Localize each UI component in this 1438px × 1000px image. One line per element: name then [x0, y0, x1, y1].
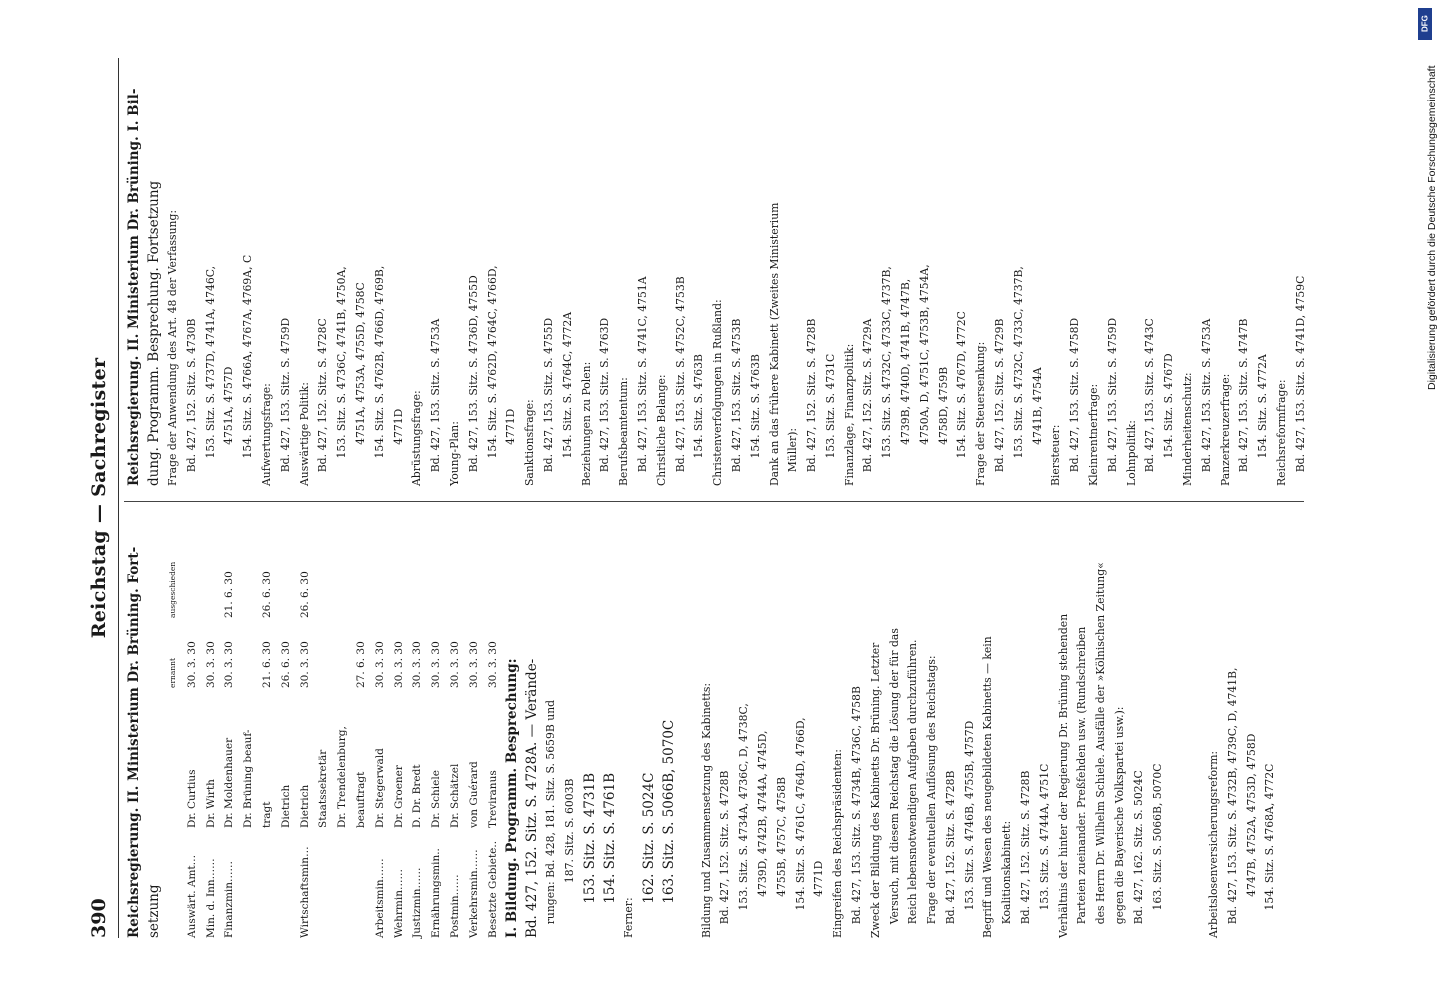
index-entry-line: Bd. 427, 153. Sitz. S. 4753A: [1199, 318, 1213, 486]
minister-office: Verkehrsmin……: [467, 849, 480, 938]
index-entry-line: Christenverfolgungen in Rußland:: [711, 299, 725, 486]
index-entry-line: Bd. 427, 153. Sitz. S. 4753A: [429, 318, 443, 486]
minister-left: [239, 513, 258, 618]
minister-row: [314, 513, 333, 938]
minister-office: [333, 828, 352, 938]
index-entry-line: Bd. 427, 153. Sitz. S. 4759D: [1105, 317, 1119, 486]
index-entry-line: Beziehungen zu Polen:: [579, 361, 593, 486]
index-entry-line: Panzerkreuzerfrage:: [1218, 373, 1232, 486]
index-entry-line: 162. Sitz. S. 5024C: [640, 772, 657, 938]
minister-appointed: 30. 3. 30: [223, 641, 236, 688]
index-entry-line: Bd. 427, 152. Sitz. S. 4730B: [184, 318, 198, 486]
minister-office: Auswärt. Amt…: [185, 854, 198, 938]
index-entry-line: 154. Sitz. S. 4762B, 4766D, 4769B,: [372, 265, 386, 486]
minister-appointed: 30. 3. 30: [411, 641, 424, 688]
ministers-rows: [183, 513, 503, 938]
index-entry-line: Lohnpolitik:: [1124, 420, 1138, 486]
index-entry-line: Bd. 427, 153. Sitz. S. 4763D: [598, 317, 612, 486]
minister-row: [465, 513, 484, 938]
right-column: [124, 61, 1311, 486]
index-entry-line: 153. Sitz. S. 4731B: [581, 773, 598, 938]
minister-row: [484, 513, 503, 938]
index-entry-line: 163. Sitz. S. 5066B, 5070C: [660, 719, 677, 938]
index-entry-line: Bd. 427, 152. Sitz. S. 4729B: [993, 318, 1007, 486]
index-entry-line: Biersteuer:: [1049, 424, 1063, 486]
index-entry-line: 154. Sitz. S. 4763B: [692, 354, 706, 486]
minister-name: Dr. Wirth: [204, 779, 217, 828]
minister-appointed: [239, 618, 258, 688]
index-entry-line: Reichsreformfrage:: [1275, 379, 1289, 486]
minister-name: Dr. Curtius: [185, 769, 198, 828]
minister-name: beauftragt: [354, 771, 367, 828]
index-entry-line: Bildung und Zusammensetzung des Kabinetts:: [699, 682, 713, 938]
minister-office: [277, 828, 296, 938]
index-entry-line: Zweck der Bildung des Kabinetts Dr. Brüning. Letzter: [868, 642, 882, 938]
minister-name: Dr. Groener: [392, 765, 405, 828]
index-entry-line: 154. Sitz. S. 4764C, 4772A: [560, 311, 574, 486]
index-entry-line: Bd. 427, 153. Sitz. S. 4758D: [1068, 317, 1082, 486]
minister-appointed: 30. 3. 30: [185, 641, 198, 688]
minister-name: Dietrich: [298, 784, 311, 828]
index-entry-line: Bd. 427, 152. Sitz. S. 4728C: [316, 318, 330, 486]
index-entry-line: 153. Sitz. S. 4746B, 4755B, 4757D: [962, 720, 976, 938]
minister-left: [371, 513, 390, 618]
minister-office: [239, 828, 258, 938]
minister-row: [220, 513, 239, 938]
index-entry-line: 4771D: [504, 408, 518, 486]
minister-office: Min. d. Inn……: [204, 858, 217, 938]
minister-appointed: 30. 3. 30: [467, 641, 480, 688]
minister-left: [314, 513, 333, 618]
index-entry-line: Abrüstungsfrage:: [410, 390, 424, 486]
minister-appointed: 26. 6. 30: [279, 641, 292, 688]
minister-row: [183, 513, 202, 938]
index-entry-line: 4750A, D, 4751C, 4753B, 4754A,: [917, 264, 931, 486]
minister-left: [408, 513, 427, 618]
index-entry-line: 154. Sitz. S. 4766A, 4767A, 4769A, C: [241, 254, 255, 486]
minister-office: [314, 828, 333, 938]
minister-name: von Guérard: [467, 761, 480, 828]
minister-name: Dietrich: [279, 784, 292, 828]
minister-name: Treviranus: [486, 770, 499, 828]
index-entry-line: 163. Sitz. S. 5066B, 5070C: [1150, 763, 1164, 938]
minister-name: tragt: [260, 801, 273, 828]
index-entry-line: Eingreifen des Reichspräsidenten:: [831, 749, 845, 938]
index-entry-line: Young-Plan:: [447, 421, 461, 486]
minister-name: Dr. Schiele: [430, 770, 443, 828]
index-entry-line: I. Bildung. Programm. Besprechung:: [504, 658, 521, 938]
index-entry-line: Bd. 427, 152. Sitz. S. 4728B: [718, 770, 732, 938]
index-entry-line: Bd. 427, 153. Sitz. S. 4753B: [729, 318, 743, 486]
index-entry-line: Bd. 427, 152. Sitz. S. 4728B: [805, 318, 819, 486]
minister-name: Staatssekretär: [317, 749, 330, 828]
section-heading: setzung: [146, 884, 162, 938]
index-entry-line: Bd. 427, 152. Sitz. S. 4728B: [943, 770, 957, 938]
minister-appointed: 30. 3. 30: [204, 641, 217, 688]
index-entry-line: Bd. 427, 152. Sitz. S. 4728A. — Verände-: [524, 658, 541, 938]
index-entry-line: 187. Sitz. S. 6003B: [563, 778, 577, 938]
index-entry-line: Bd. 427, 153. Sitz. S. 4752C, 4753B: [673, 276, 687, 486]
index-entry-line: 153. Sitz. S. 4731C: [823, 353, 837, 486]
minister-appointed: 30. 3. 30: [448, 641, 461, 688]
minister-office: Finanzmin……: [223, 860, 236, 938]
minister-left: 26. 6. 30: [298, 571, 311, 618]
minister-row: [258, 513, 277, 938]
minister-appointed: 30. 3. 30: [298, 641, 311, 688]
minister-office: Ernährungsmin..: [430, 848, 443, 938]
index-entry-line: des Herrn Dr. Wilhelm Schiele. Ausfälle der »Kölnischen Zeitung«: [1094, 562, 1108, 938]
index-entry-line: Parteien zueinander. Preßfehden usw. (Rundschreiben: [1075, 626, 1089, 938]
index-entry-line: Ferner:: [621, 897, 635, 938]
index-entry-line: 153. Sitz. S. 4737D, 4741A, 4746C,: [203, 265, 217, 486]
index-entry-line: Bd. 427, 153. Sitz. S. 4734B, 4736C, 4758B: [849, 686, 863, 938]
index-entry-line: [1167, 513, 1186, 938]
minister-name: Dr. Moldenhauer: [223, 737, 236, 828]
index-entry-line: 4739D, 4742B, 4744A, 4745D,: [755, 730, 769, 938]
minister-left: [465, 513, 484, 618]
minister-appointed: 30. 3. 30: [430, 641, 443, 688]
index-entry-line: 154. Sitz. S. 4768A, 4772C: [1263, 763, 1277, 938]
col-left-header: ausgeschieden: [168, 561, 177, 618]
index-entry-line: Bd. 427, 152. Sitz. S. 4728B: [1019, 770, 1033, 938]
minister-left: [183, 513, 202, 618]
running-head: [88, 78, 118, 938]
index-entry-line: 154. Sitz. S. 4763B: [748, 354, 762, 486]
index-entry-line: Versuch, mit diesem Reichstag die Lösung der für das: [887, 628, 901, 938]
index-entry-line: Reich lebensnotwendigen Aufgaben durchzuführen.: [906, 639, 920, 938]
minister-name: Dr. Brüning beauf-: [242, 729, 255, 828]
minister-left: [202, 513, 221, 618]
index-entry-line: 153. Sitz. S. 4736C, 4741B, 4750A,: [335, 266, 349, 486]
index-entry-line: Christliche Belange:: [654, 374, 668, 486]
section-heading: Reichsregierung. II. Ministerium Dr. Brüning. Fort-: [126, 546, 142, 938]
left-entries: [502, 513, 1280, 938]
column-divider: [124, 501, 1304, 502]
index-entry-line: [1186, 513, 1205, 938]
index-entry-line: 4751A, 4753A, 4755D, 4758C: [353, 282, 367, 486]
ministers-table: [164, 513, 502, 938]
index-entry-line: gegen die Bayerische Volkspartei usw.):: [1113, 706, 1127, 938]
minister-appointed: 30. 3. 30: [392, 641, 405, 688]
index-entry-line: 154. Sitz. S. 4762D, 4764C, 4766D,: [485, 265, 499, 486]
index-entry-line: Frage der eventuellen Auflösung des Reichstags:: [925, 655, 939, 938]
index-entry-line: Frage der Steuersenkung:: [974, 341, 988, 486]
minister-left: 26. 6. 30: [260, 571, 273, 618]
index-entry-line: Sanktionsfrage:: [523, 399, 537, 486]
minister-office: Arbeitsmin……: [373, 858, 386, 938]
index-entry-line: Bd. 427, 152. Sitz. S. 4729A: [861, 318, 875, 486]
minister-row: [446, 513, 465, 938]
index-entry-line: [679, 513, 698, 938]
minister-row: [427, 513, 446, 938]
minister-row: [352, 513, 371, 938]
index-entry-line: 153. Sitz. S. 4744A, 4751C: [1037, 763, 1051, 938]
index-entry-line: Minderheitenschutz:: [1181, 372, 1195, 486]
index-entry-line: 4751A, 4757D: [222, 366, 236, 486]
index-entry-line: Begriff und Wesen des neugebildeten Kabinetts — kein: [981, 636, 995, 938]
running-title: Reichstag — Sachregister: [88, 357, 110, 639]
rotated-content: [88, 58, 1333, 938]
index-entry-line: 4771D: [812, 860, 826, 938]
minister-appointed: 30. 3. 30: [373, 641, 386, 688]
digitization-note: Digitalisierung gefördert durch die Deutsche Forschungsgemeinschaft: [1426, 65, 1438, 390]
minister-left: 21. 6. 30: [223, 571, 236, 618]
index-entry-line: Bd. 427, 153. Sitz. S. 4755D: [541, 317, 555, 486]
minister-office: Wehrmin……: [392, 868, 405, 938]
minister-left: [446, 513, 465, 618]
index-entry-line: Berufsbeamtentum:: [617, 377, 631, 486]
minister-office: [352, 828, 371, 938]
dfg-logo: DFG: [1418, 8, 1432, 40]
index-entry-line: Bd. 427, 153. Sitz. S. 4759D: [278, 317, 292, 486]
index-entry-line: Dank an das frühere Kabinett (Zweites Ministerium: [767, 202, 781, 486]
minister-row: [202, 513, 221, 938]
minister-row: [239, 513, 258, 938]
right-entries: [124, 61, 1311, 486]
index-entry-line: 154. Sitz. S. 4761C, 4764D, 4766D,: [793, 717, 807, 938]
minister-appointed: 27. 6. 30: [354, 641, 367, 688]
minister-office: Postmin……: [448, 874, 461, 938]
minister-office: Justizmin……: [411, 867, 424, 938]
ministers-table-header: [164, 513, 183, 938]
minister-left: [333, 513, 352, 618]
index-entry-line: dung. Programm. Besprechung. Fortsetzung: [146, 180, 162, 486]
minister-row: [371, 513, 390, 938]
index-entry-line: Bd. 427, 162. Sitz. S. 5024C: [1131, 770, 1145, 938]
left-column: [124, 513, 1280, 938]
page-number: 390: [88, 898, 110, 938]
index-entry-line: 4755B, 4757C, 4758B: [774, 776, 788, 938]
index-entry-line: Bd. 427, 153. Sitz. S. 4741C, 4751A: [635, 276, 649, 486]
index-entry-line: Arbeitslosenversicherungsreform:: [1207, 750, 1221, 938]
minister-office: Besetzte Gebiete..: [486, 840, 499, 938]
minister-row: [390, 513, 409, 938]
index-entry-line: 4747B, 4752A, 4753D, 4758D: [1244, 733, 1258, 938]
index-entry-line: Aufwertungsfrage:: [259, 383, 273, 486]
index-entry-line: Reichsregierung. II. Ministerium Dr. Brüning. I. Bil-: [126, 88, 142, 486]
index-entry-line: Koalitionskabinett:: [1000, 820, 1014, 938]
index-entry-line: Bd. 427, 153. Sitz. S. 4741D, 4759C: [1293, 275, 1307, 486]
index-entry-line: Bd. 427, 153. Sitz. S. 4736D, 4755D: [466, 275, 480, 486]
index-entry-line: 154. Sitz. S. 4767D, 4772C: [955, 311, 969, 486]
minister-row: [296, 513, 315, 938]
index-entry-line: Frage der Anwendung des Art. 48 der Verfassung:: [166, 209, 179, 486]
index-entry-line: Kleinrentnerfrage:: [1087, 383, 1101, 486]
index-entry-line: 4741B, 4754A: [1030, 367, 1044, 486]
minister-appointed: 30. 3. 30: [486, 641, 499, 688]
index-entry-line: 4771D: [391, 408, 405, 486]
minister-appointed: 21. 6. 30: [260, 641, 273, 688]
index-entry-line: 154. Sitz. S. 4772A: [1256, 354, 1270, 486]
minister-left: [484, 513, 503, 618]
minister-row: [333, 513, 352, 938]
index-entry-line: Bd. 427, 153. Sitz. S. 4743C: [1143, 318, 1157, 486]
index-entry-line: Bd. 427, 153. Sitz. S. 4732B, 4739C, D, 4741B,: [1225, 667, 1239, 938]
index-entry-line: Auswärtige Politik:: [297, 382, 311, 486]
index-entry-line: 4739B, 4740D, 4741B, 4747B,: [899, 278, 913, 486]
minister-name: Dr. Stegerwald: [373, 748, 386, 828]
minister-left: [277, 513, 296, 618]
index-entry-line: 4758D, 4759B: [936, 366, 950, 486]
index-entry-line: 153. Sitz. S. 4732C, 4733C, 4737B,: [880, 266, 894, 486]
minister-left: [352, 513, 371, 618]
index-entry-line: 153. Sitz. S. 4732C, 4733C, 4737B,: [1011, 266, 1025, 486]
minister-row: [408, 513, 427, 938]
minister-office: Wirtschaftsmin…: [298, 846, 311, 938]
minister-appointed: [333, 618, 352, 688]
index-entry-line: 154. Sitz. S. 4767D: [1162, 353, 1176, 486]
index-entry-line: Müller):: [786, 427, 800, 486]
minister-appointed: [314, 618, 333, 688]
index-entry-line: 154. Sitz. S. 4761B: [601, 773, 618, 938]
minister-row: [277, 513, 296, 938]
index-entry-line: Finanzlage, Finanzpolitik:: [842, 343, 856, 486]
index-entry-line: rungen: Bd. 428, 181. Sitz. S. 5659B und: [544, 699, 558, 938]
minister-name: Dr. Trendelenburg,: [336, 726, 349, 828]
minister-name: Dr. Schätzel: [448, 763, 461, 828]
minister-office: [258, 828, 277, 938]
index-entry-line: Bd. 427, 153. Sitz. S. 4747B: [1237, 318, 1251, 486]
minister-left: [390, 513, 409, 618]
index-entry-line: Verhältnis der hinter der Regierung Dr. Brüning stehenden: [1056, 613, 1070, 938]
minister-name: D. Dr. Bredt: [411, 764, 424, 828]
header-rule: [118, 58, 119, 938]
col-appointed-header: ernannt: [168, 658, 177, 688]
index-entry-line: 153. Sitz. S. 4734A, 4736C, D, 4738C,: [737, 703, 751, 938]
minister-left: [427, 513, 446, 618]
